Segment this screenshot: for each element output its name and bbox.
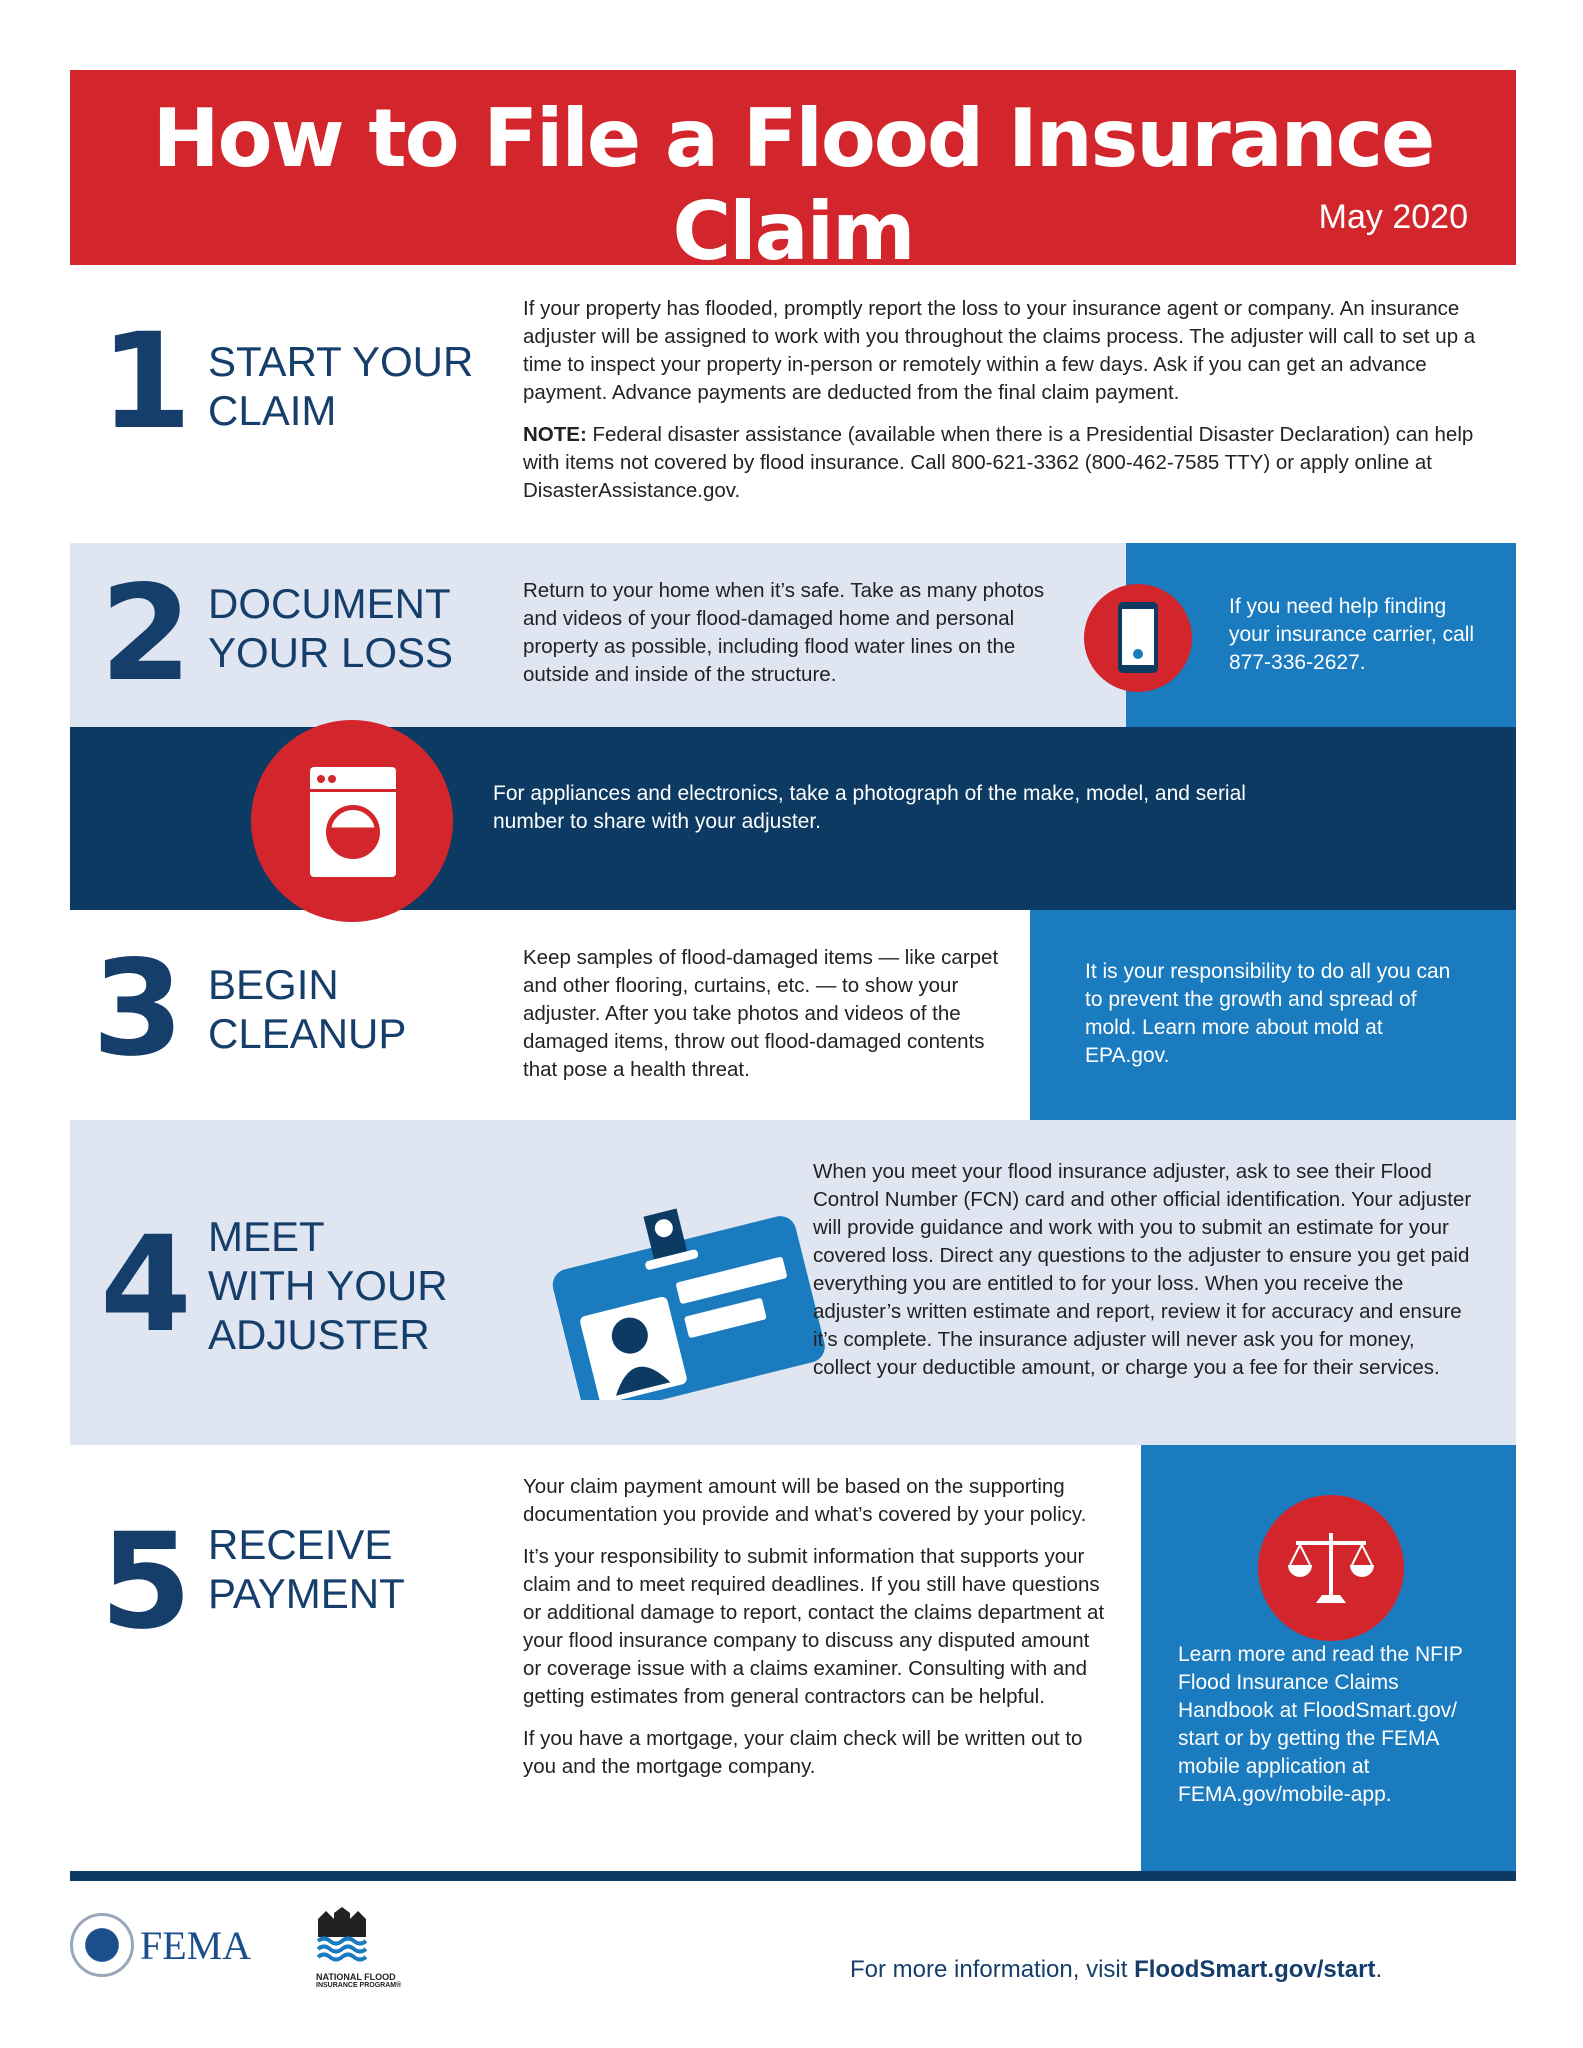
nfip-logo [316, 1907, 406, 1989]
houses-waves-icon [316, 1907, 386, 1967]
page-title: How to File a Flood Insurance Claim [152, 92, 1434, 278]
info-suffix: . [1375, 1956, 1383, 1983]
callout-text: Learn more and read the NFIP Flood Insurance Claims Handbook at FloodSmart.gov/ start or by getting the FEMA mobile application at FEMA.gov/mobile-app. [1178, 1643, 1463, 1806]
handbook-callout [1141, 1445, 1516, 1873]
fema-logo [70, 1910, 251, 1980]
step-title-line: CLAIM [208, 387, 337, 434]
step-text: If you have a mortgage, your claim check will be written out to you and the mortgage company. [523, 1727, 1083, 1778]
banner-text: For appliances and electronics, take a photograph of the make, model, and serial number to share with your adjuster. [493, 782, 1246, 833]
more-info [850, 1956, 1382, 1984]
note-label: NOTE: [523, 423, 587, 446]
footer-divider [70, 1871, 1516, 1881]
step-text: It’s your responsibility to submit information that supports your claim and to meet required deadlines. If you still have questions or additional damage to report, contact the claims department at your flood insurance company to discuss any disputed amount or coverage issue with a claims examiner. Consulting with and getting estimates from general contractors can be helpful. [523, 1545, 1105, 1708]
step-number: 3 [92, 932, 178, 1086]
step-title [208, 337, 473, 435]
step-title-line: YOUR LOSS [208, 629, 454, 676]
callout-text: If you need help finding your insurance carrier, call 877-336-2627. [1229, 595, 1475, 674]
step-note [523, 421, 1483, 505]
note-text: Federal disaster assistance (available when there is a Presidential Disaster Declaration) can help with items not covered by flood insurance. Call 800-621-3362 (800-462-7585 TTY) or apply online at DisasterAssistance.gov. [523, 423, 1474, 502]
step-title-line: ADJUSTER [208, 1311, 430, 1358]
header-banner [70, 70, 1516, 278]
step-2 [70, 543, 1516, 727]
step-text: When you meet your flood insurance adjuster, ask to see their Flood Control Number (FCN) card and other official identification. Your adjuster will provide guidance and work with you to submit an estimate for your covered loss. Direct any questions to the adjuster to ensure you get paid everything you are entitled to for your loss. When you receive the adjuster’s written estimate and report, review it for accuracy and ensure it’s complete. The insurance adjuster will never ask you for money, collect your deductible amount, or charge you a fee for their services. [813, 1160, 1472, 1379]
step-number: 2 [100, 557, 186, 711]
id-badge-icon [540, 1180, 840, 1400]
washing-machine-icon [251, 720, 453, 922]
nfip-name: NATIONAL FLOOD [316, 1972, 396, 1982]
callout-text: It is your responsibility to do all you can to prevent the growth and spread of mold. Learn more about mold at EPA.gov. [1085, 960, 1451, 1067]
step-text: Your claim payment amount will be based on the supporting documentation you provide and what’s covered by your policy. [523, 1475, 1087, 1526]
step-title-line: PAYMENT [208, 1570, 405, 1617]
step-title-line: START YOUR [208, 338, 474, 385]
step-title-line: BEGIN [208, 961, 339, 1008]
dhs-seal-icon [70, 1913, 134, 1977]
publication-date: May 2020 [1318, 198, 1468, 236]
step-title [208, 960, 406, 1058]
step-title [208, 1212, 448, 1359]
step-title [208, 579, 453, 677]
nfip-name: INSURANCE PROGRAM® [316, 1982, 402, 1989]
step-title-line: WITH YOUR [208, 1262, 448, 1309]
step-title-line: RECEIVE [208, 1521, 393, 1568]
appliance-banner [70, 727, 1516, 910]
step-4 [70, 1120, 1516, 1445]
step-text: Return to your home when it’s safe. Take as many photos and videos of your flood-damaged home and personal property as possible, including flood water lines on the outside and inside of the structure. [523, 579, 1045, 686]
step-number: 4 [100, 1208, 186, 1362]
step-number: 5 [100, 1505, 186, 1659]
step-number: 1 [100, 305, 186, 459]
step-3 [70, 910, 1516, 1120]
step-text: Keep samples of flood-damaged items — like carpet and other flooring, curtains, etc. — to show your adjuster. After you take photos and videos of the damaged items, throw out flood-damaged contents that pose a health threat. [523, 946, 999, 1081]
step-title [208, 1520, 405, 1618]
step-text: If your property has flooded, promptly report the loss to your insurance agent or company. An insurance adjuster will be assigned to work with you throughout the claims process. The adjuster will call to set up a time to inspect your property in-person or remotely within a few days. Ask if you can get an advance payment. Advance payments are deducted from the final claim payment. [523, 297, 1476, 404]
scales-icon [1258, 1495, 1404, 1641]
info-text: For more information, visit [850, 1956, 1135, 1983]
step-title-line: MEET [208, 1213, 325, 1260]
fema-wordmark: FEMA [140, 1922, 252, 1968]
step-1 [70, 265, 1516, 543]
step-title-line: CLEANUP [208, 1010, 407, 1057]
phone-icon [1084, 584, 1192, 692]
step-5 [70, 1445, 1516, 1873]
step-title-line: DOCUMENT [208, 580, 451, 627]
floodsmart-link[interactable]: FloodSmart.gov/start [1134, 1956, 1376, 1983]
mold-callout [1030, 910, 1516, 1120]
